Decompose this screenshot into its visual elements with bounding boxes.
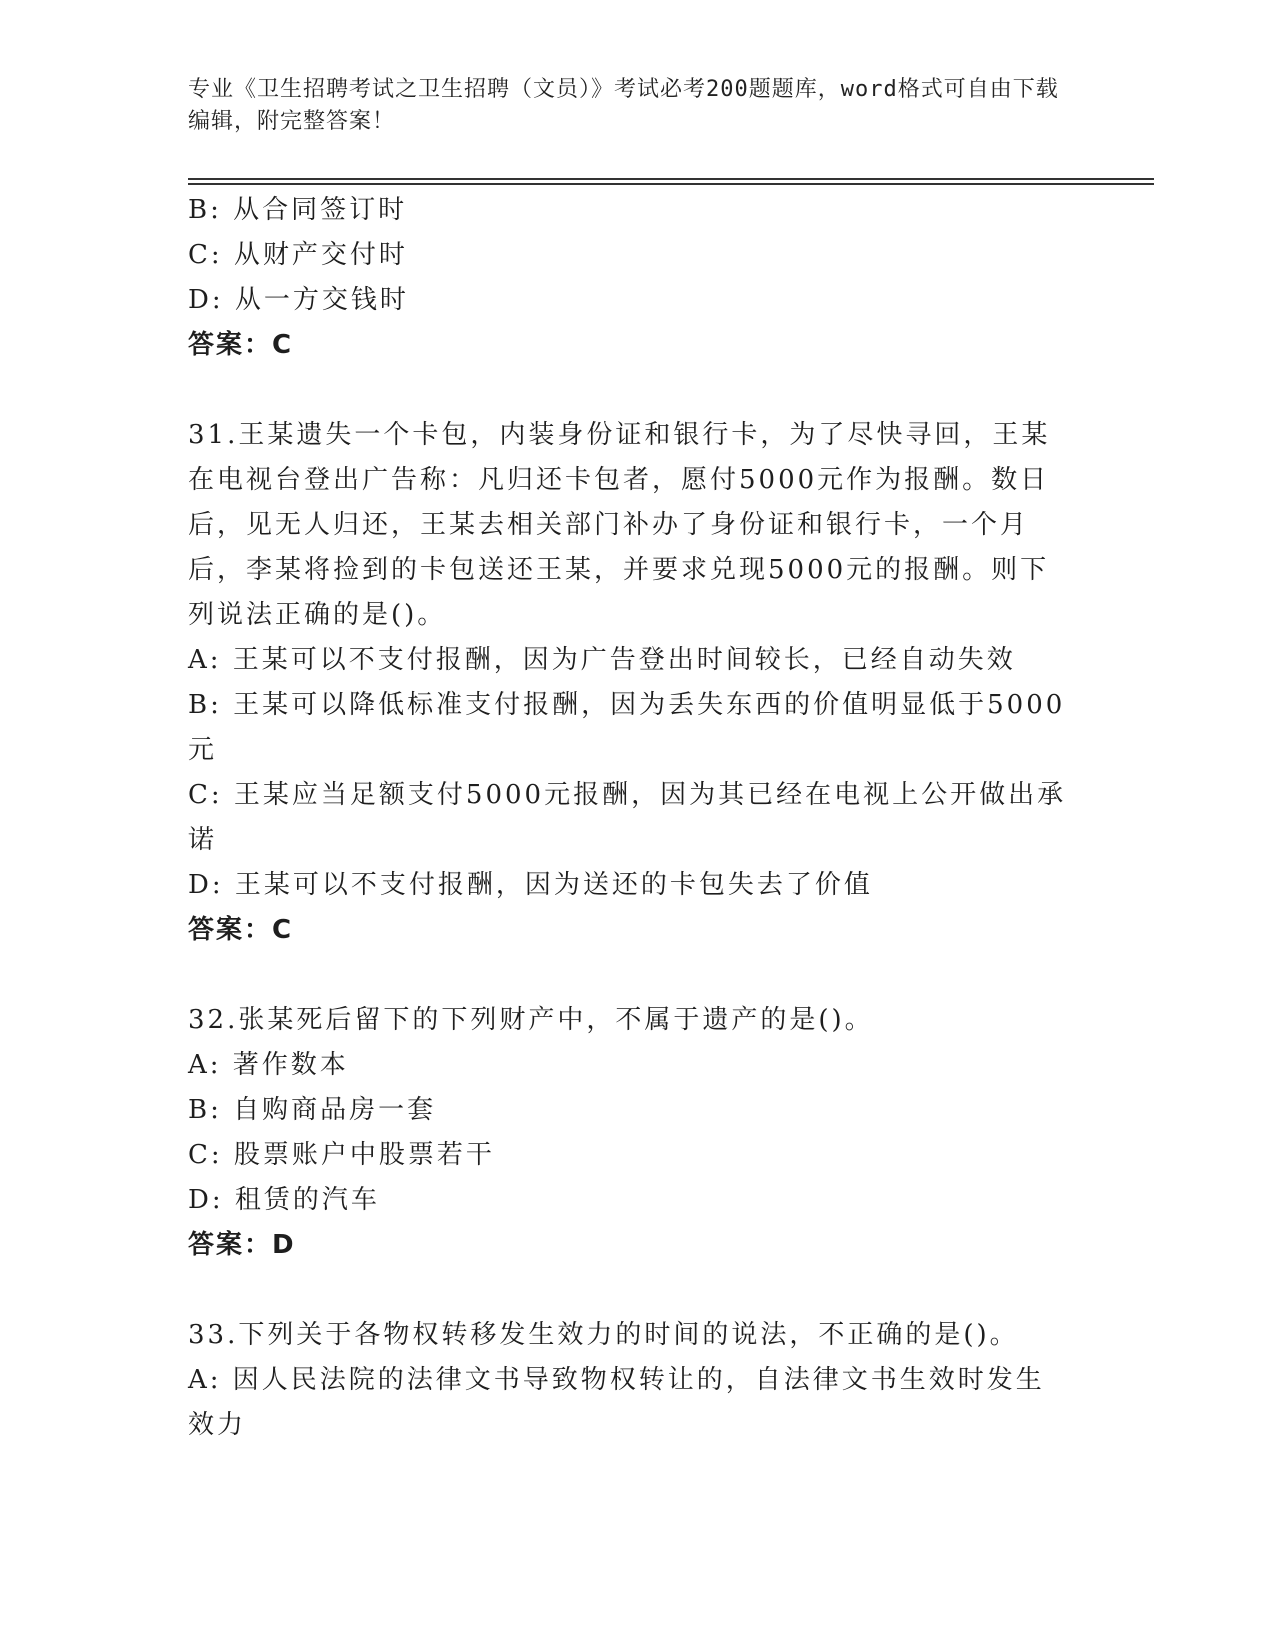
header-divider-double: [188, 183, 1154, 185]
question-32-answer: 答案：D: [188, 1230, 296, 1260]
question-30-option-c: C: 从财产交付时: [188, 240, 408, 270]
question-32-option-b: B: 自购商品房一套: [188, 1095, 437, 1125]
question-31-answer: 答案：C: [188, 915, 294, 945]
document-header: 专业《卫生招聘考试之卫生招聘（文员）》考试必考200题题库，word格式可自由下载编辑，附完整答案！: [188, 77, 1059, 134]
spacer: [188, 953, 1068, 998]
question-content: [188, 188, 1068, 1448]
question-33-stem: 33.下列关于各物权转移发生效力的时间的说法，不正确的是()。: [188, 1320, 1019, 1350]
question-31-option-a: A: 王某可以不支付报酬，因为广告登出时间较长，已经自动失效: [188, 645, 1016, 675]
question-32-option-c: C: 股票账户中股票若干: [188, 1140, 495, 1170]
question-32-block: [188, 998, 1068, 1268]
question-32-stem: 32.张某死后留下的下列财产中，不属于遗产的是()。: [188, 1005, 874, 1035]
question-31-option-b: B: 王某可以降低标准支付报酬，因为丢失东西的价值明显低于5000元: [188, 690, 1066, 765]
spacer: [188, 368, 1068, 413]
header-divider: [188, 178, 1154, 180]
question-31-option-c: C: 王某应当足额支付5000元报酬，因为其已经在电视上公开做出承诺: [188, 780, 1067, 855]
question-33-block: [188, 1313, 1068, 1448]
question-30-option-b: B: 从合同签订时: [188, 195, 408, 225]
question-30-option-d: D: 从一方交钱时: [188, 285, 409, 315]
question-31-stem: 31.王某遗失一个卡包，内装身份证和银行卡，为了尽快寻回，王某在电视台登出广告称：凡归还卡包者，愿付5000元作为报酬。数日后，见无人归还，王某去相关部门补办了身份证和银行卡，一个月后，李某将捡到的卡包送还王某，并要求兑现5000元的报酬。则下列说法正确的是()。: [188, 420, 1051, 630]
question-30-block: [188, 188, 1068, 368]
question-31-block: [188, 413, 1068, 953]
spacer: [188, 1268, 1068, 1313]
question-31-option-d: D: 王某可以不支付报酬，因为送还的卡包失去了价值: [188, 870, 873, 900]
question-33-option-a: A: 因人民法院的法律文书导致物权转让的，自法律文书生效时发生效力: [188, 1365, 1045, 1440]
question-32-option-d: D: 租赁的汽车: [188, 1185, 380, 1215]
question-30-answer: 答案：C: [188, 330, 294, 360]
question-32-option-a: A: 著作数本: [188, 1050, 349, 1080]
